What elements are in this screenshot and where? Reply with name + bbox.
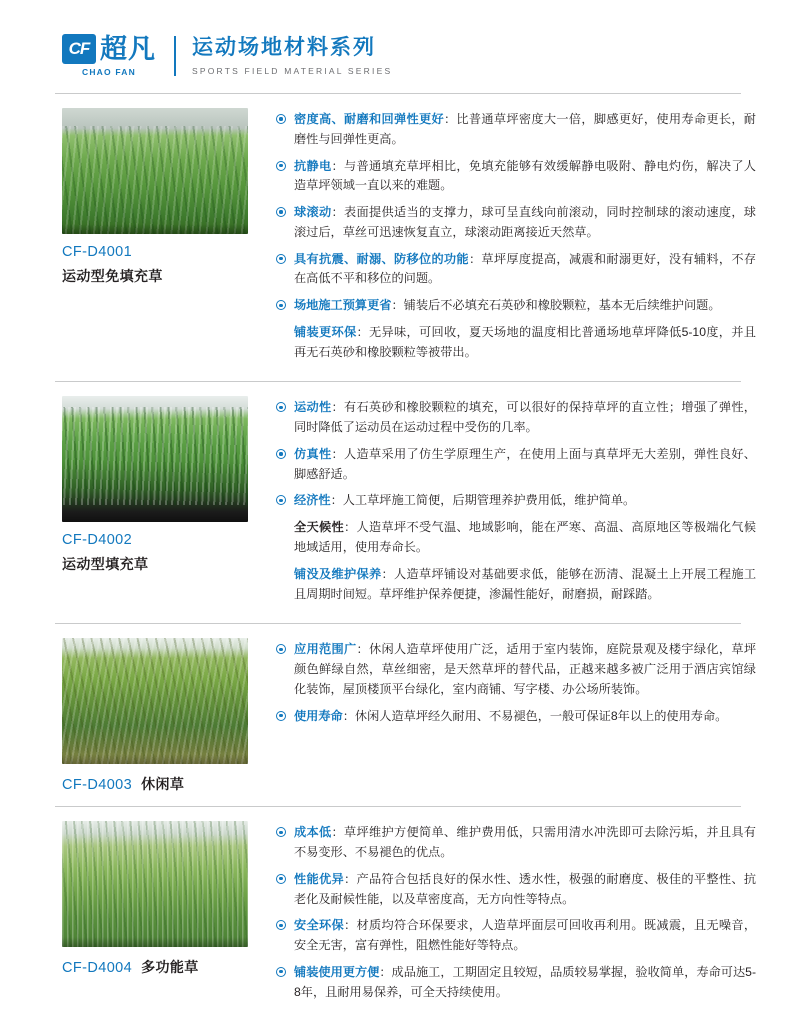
feature-text: ：铺装后不必填充石英砂和橡胶颗粒，基本无后续维护问题。 xyxy=(391,298,721,313)
feature-lead: 仿真性 xyxy=(294,446,332,461)
product-name-text: 运动型填充草 xyxy=(62,556,149,573)
product-details xyxy=(258,396,756,611)
page-header xyxy=(0,0,796,93)
list-item xyxy=(276,250,756,290)
feature-text: ：草坪维护方便简单、维护费用低，只需用清水冲洗即可去除污垢，并且具有不易变形、不易褪色的优点。 xyxy=(294,825,756,860)
product-caption xyxy=(62,957,199,977)
product-row xyxy=(0,94,796,381)
feature-text: ：无异味，可回收，夏天场地的温度相比普通场地草坪降低5-10度，并且再无石英砂和橡胶颗粒等被带出。 xyxy=(294,324,756,359)
list-item xyxy=(276,565,756,605)
product-name xyxy=(62,266,163,286)
bullet-dot-icon xyxy=(276,207,286,217)
product-media xyxy=(62,638,258,794)
feature-lead: 全天候性 xyxy=(294,520,344,535)
feature-lead: 使用寿命 xyxy=(294,708,343,723)
bullet-dot-icon xyxy=(276,495,286,505)
product-details xyxy=(258,108,756,369)
bullet-dot-icon xyxy=(276,874,286,884)
logo-chinese-name: 超凡 xyxy=(100,33,156,64)
feature-text: ：休闲人造草坪使用广泛，适用于室内装饰，庭院景观及楼宇绿化，草坪颜色鲜绿自然，草丝细密，是天然草坪的替代品，正越来越多被广泛用于酒店宾馆绿化装饰，屋顶楼顶平台绿化，室内商铺、写字楼、办公场所装饰。 xyxy=(294,642,757,696)
feature-text: ：草坪厚度提高，减震和耐溺更好，没有辅料，不存在高低不平和移位的问题。 xyxy=(294,251,757,286)
feature-text: ：人造草坪铺设对基础要求低，能够在沥清、混凝土上开展工程施工且周期时间短。草坪维护保养便捷，渗漏性能好，耐磨损，耐踩踏。 xyxy=(294,566,757,601)
list-item xyxy=(276,203,756,243)
logo-divider xyxy=(174,36,176,76)
product-code: CF-D4004 xyxy=(62,960,133,977)
list-item xyxy=(276,870,756,910)
bullet-dot-icon xyxy=(276,161,286,171)
feature-text: ：与普通填充草坪相比，免填充能够有效缓解静电吸附、静电灼伤，解决了人造草坪领域一直以来的难题。 xyxy=(294,158,756,193)
bullet-dot-icon xyxy=(276,300,286,310)
list-item xyxy=(276,823,756,863)
feature-text: ：人造草采用了仿生学原理生产，在使用上面与真草坪无大差别，弹性良好、脚感舒适。 xyxy=(294,446,756,481)
list-item xyxy=(276,110,756,150)
feature-text: ：产品符合包括良好的保水性、透水性，极强的耐磨度、极佳的平整性、抗老化及耐候性能，以及草密度高，无方向性等特点。 xyxy=(294,871,757,906)
list-item xyxy=(276,296,756,316)
feature-text: ：人造草坪不受气温、地域影响，能在严寒、高温、高原地区等极端化气候地域适用，使用寿命长。 xyxy=(294,520,757,555)
feature-lead: 铺没及维护保养 xyxy=(294,566,382,581)
product-code: CF-D4003 xyxy=(62,777,133,794)
product-row xyxy=(0,624,796,806)
feature-list xyxy=(276,823,756,1002)
product-image-cf-d4004 xyxy=(62,821,248,947)
feature-text: ：成品施工，工期固定且较短，品质较易掌握，验收简单，寿命可达5-8年，且耐用易保养，可全天持续使用。 xyxy=(294,964,756,999)
list-item xyxy=(276,157,756,197)
feature-list xyxy=(276,110,756,362)
bullet-dot-icon xyxy=(276,644,286,654)
feature-lead: 运动性 xyxy=(294,400,332,415)
bullet-dot-icon xyxy=(276,967,286,977)
feature-lead: 具有抗震、耐溺、防移位的功能 xyxy=(294,251,469,266)
feature-text: ：比普通草坪密度大一倍，脚感更好，使用寿命更长，耐磨性与回弹性更高。 xyxy=(294,112,756,146)
product-details xyxy=(258,638,756,733)
bullet-dot-icon xyxy=(276,711,286,721)
logo-top xyxy=(62,34,156,64)
product-image-cf-d4001 xyxy=(62,108,248,234)
product-caption xyxy=(62,774,184,794)
feature-lead: 成本低 xyxy=(294,825,332,840)
bullet-dot-icon xyxy=(276,114,286,124)
list-item xyxy=(276,491,756,511)
bullet-dot-icon xyxy=(276,254,286,264)
list-item xyxy=(276,323,756,363)
logo-mark xyxy=(62,34,156,77)
product-media xyxy=(62,396,258,574)
feature-lead: 应用范围广 xyxy=(294,642,357,657)
feature-lead: 抗静电 xyxy=(294,158,332,173)
feature-lead: 球滚动 xyxy=(294,205,332,220)
product-code: CF-D4002 xyxy=(62,532,133,549)
feature-lead: 铺装更环保 xyxy=(294,324,357,339)
product-code: CF-D4001 xyxy=(62,244,133,260)
logo-english-name: CHAO FAN xyxy=(82,67,136,77)
bullet-dot-icon xyxy=(276,920,286,930)
series-title-cn: 运动场地材料系列 xyxy=(192,36,376,60)
feature-text: ：人工草坪施工简便，后期管理养护费用低，维护简单。 xyxy=(330,493,636,508)
product-row xyxy=(0,382,796,623)
product-name-text: 休闲草 xyxy=(141,776,185,793)
product-media xyxy=(62,821,258,977)
feature-list xyxy=(276,398,756,604)
list-item xyxy=(276,707,756,727)
feature-lead: 铺装使用更方便 xyxy=(294,964,380,979)
product-name-text: 多功能草 xyxy=(141,959,199,976)
feature-text: ：有石英砂和橡胶颗粒的填充，可以很好的保持草坪的直立性；增强了弹性，同时降低了运动员在运动过程中受伤的几率。 xyxy=(294,400,756,435)
feature-lead: 性能优异 xyxy=(294,871,344,886)
list-item xyxy=(276,445,756,485)
product-name-text: 运动型免填充草 xyxy=(62,268,163,284)
list-item xyxy=(276,518,756,558)
feature-lead: 安全环保 xyxy=(294,918,344,933)
feature-text: ：材质均符合环保要求，人造草坪面层可回收再利用。既减震，且无噪音，安全无害，富有弹性，阻燃性能好等特点。 xyxy=(294,918,757,953)
product-details xyxy=(258,821,756,1009)
feature-lead: 密度高、耐磨和回弹性更好 xyxy=(294,112,444,126)
product-image-cf-d4003 xyxy=(62,638,248,764)
series-title-en: SPORTS FIELD MATERIAL SERIES xyxy=(192,65,393,76)
product-media xyxy=(62,108,258,286)
product-list xyxy=(0,94,796,1021)
logo-cf-icon: CF xyxy=(62,34,96,64)
series-title-block xyxy=(192,35,392,75)
list-item xyxy=(276,916,756,956)
feature-lead: 经济性 xyxy=(294,493,331,508)
list-item xyxy=(276,640,756,699)
product-name xyxy=(62,554,148,574)
list-item xyxy=(276,398,756,438)
feature-list xyxy=(276,640,756,726)
product-row xyxy=(0,807,796,1021)
product-image-cf-d4002 xyxy=(62,396,248,522)
brand-logo xyxy=(62,34,392,77)
feature-lead: 场地施工预算更省 xyxy=(294,298,392,313)
bullet-dot-icon xyxy=(276,449,286,459)
feature-text: ：休闲人造草坪经久耐用、不易褪色，一般可保证8年以上的使用寿命。 xyxy=(342,708,728,723)
bullet-dot-icon xyxy=(276,402,286,412)
feature-text: ：表面提供适当的支撑力，球可呈直线向前滚动，同时控制球的滚动速度，球滚过后，草丝可迅速恢复直立，球滚动距离接近天然草。 xyxy=(294,205,756,239)
list-item xyxy=(276,963,756,1003)
bullet-dot-icon xyxy=(276,827,286,837)
